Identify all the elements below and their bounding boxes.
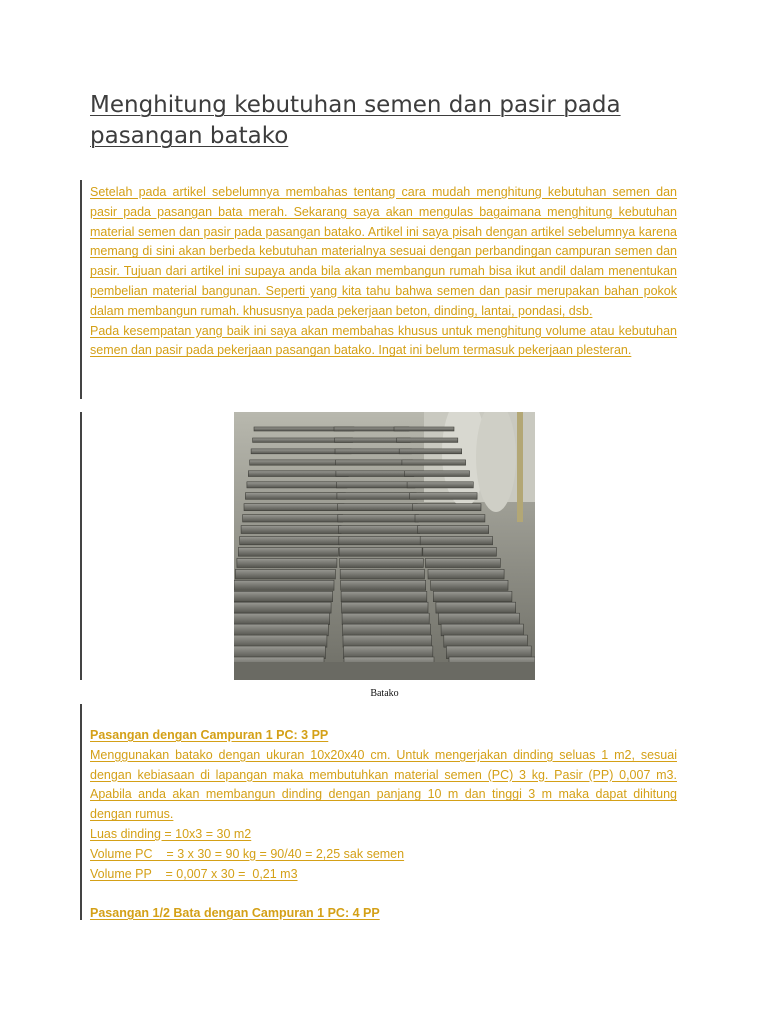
section-1-heading[interactable]: Pasangan dengan Campuran 1 PC: 3 PP bbox=[90, 728, 329, 742]
intro-paragraph-2[interactable]: Pada kesempatan yang baik ini saya akan membahas khusus untuk menghitung volume atau kebutuhan semen dan pasir pada pekerjaan pasangan batako. Ingat ini belum termasuk pekerjaan plesteran. bbox=[90, 323, 677, 358]
calc-line-volume-pc[interactable]: Volume PC = 3 x 30 = 90 kg = 90/40 = 2,25 sak semen bbox=[90, 846, 405, 861]
article-title: Menghitung kebutuhan semen dan pasir pada pasangan batako bbox=[90, 92, 621, 149]
quote-bar-intro bbox=[80, 180, 82, 399]
section-2-heading[interactable]: Pasangan 1/2 Bata dengan Campuran 1 PC: 4 PP bbox=[90, 906, 380, 920]
quote-bar-image bbox=[80, 412, 82, 680]
batako-photo bbox=[234, 412, 535, 680]
intro-paragraph-1[interactable]: Setelah pada artikel sebelumnya membahas tentang cara mudah menghitung kebutuhan semen dan pasir pada pasangan bata merah. Sekarang saya akan mengulas bagaimana menghitung kebutuhan material semen dan pasir pada pasangan batako. Artikel ini saya pisah dengan artikel sebelumnya karena memang di sini akan berbeda kebutuhan materialnya sesuai dengan perbandingan campuran semen dan pasir. Tujuan dari artikel ini supaya anda bila akan membangun rumah bisa ikut andil dalam menentukan pembelian material bangunan. Seperti yang kita tahu bahwa semen dan pasir merupakan bahan pokok dalam membangun rumah. khususnya pada pekerjaan beton, dinding, lantai, pondasi, dsb. bbox=[90, 185, 677, 318]
calc-line-luas[interactable]: Luas dinding = 10x3 = 30 m2 bbox=[90, 826, 252, 841]
image-caption: Batako bbox=[370, 688, 399, 699]
section-2 bbox=[90, 904, 677, 924]
section-1-body[interactable]: Menggunakan batako dengan ukuran 10x20x40 cm. Untuk mengerjakan dinding seluas 1 m2, sesuai dengan kebiasaan di lapangan maka membutuhkan material semen (PC) 3 kg. Pasir (PP) 0,007 m3. Apabila anda akan membangun dinding dengan panjang 10 m dan tinggi 3 m maka dapat dihitung dengan rumus. bbox=[90, 747, 677, 822]
section-1 bbox=[90, 726, 677, 884]
quote-bar-sections bbox=[80, 704, 82, 920]
intro-block bbox=[90, 183, 677, 361]
calc-line-volume-pp[interactable]: Volume PP = 0,007 x 30 = 0,21 m3 bbox=[90, 866, 298, 881]
